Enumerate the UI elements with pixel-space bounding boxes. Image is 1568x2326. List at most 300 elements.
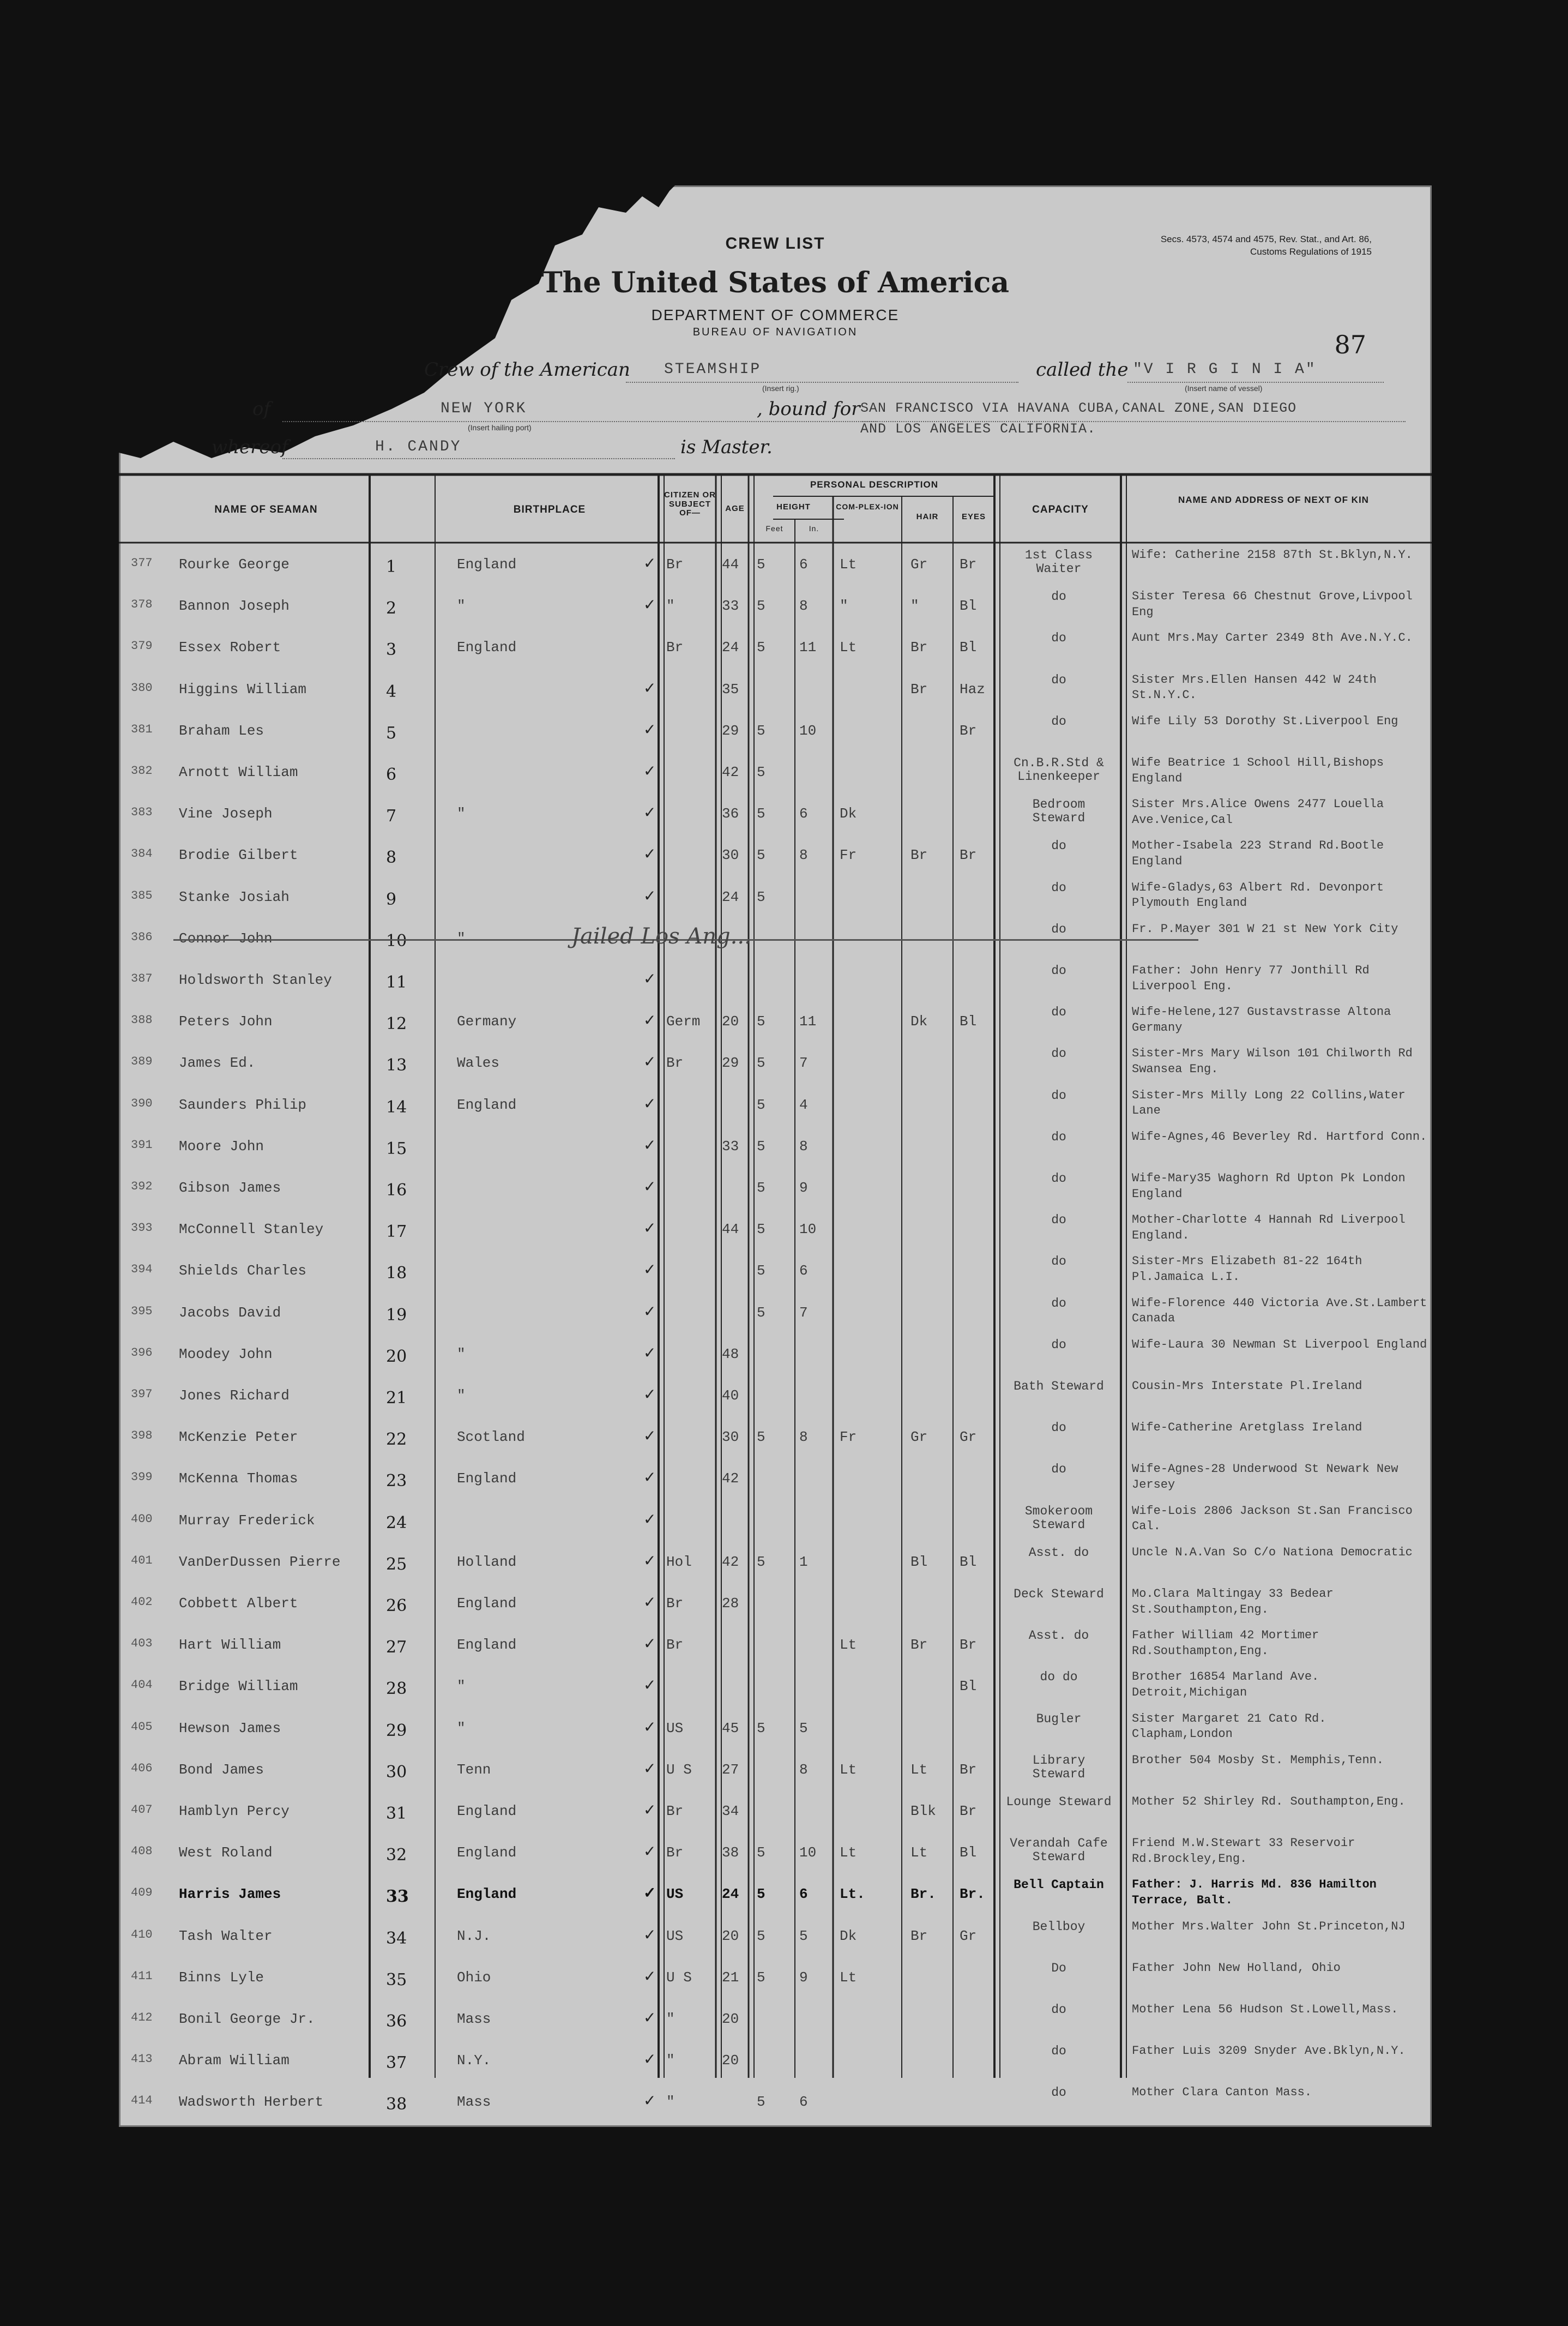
seaman-name: McConnell Stanley xyxy=(179,1221,324,1238)
next-of-kin: Mother-Isabela 223 Strand Rd.Bootle England xyxy=(1132,839,1384,868)
birthplace: Ohio xyxy=(457,1969,491,1986)
table-row xyxy=(119,1627,1432,1668)
capacity: Library Steward xyxy=(1032,1753,1085,1782)
list-number: 404 xyxy=(131,1678,153,1692)
height-feet: 5 xyxy=(757,888,765,905)
height-inches: 10 xyxy=(799,1221,817,1238)
home-port-hint: (Insert hailing port) xyxy=(468,423,532,432)
capacity: do xyxy=(1051,2085,1066,2100)
master-name: H. CANDY xyxy=(375,438,462,455)
table-row xyxy=(119,1835,1432,1876)
capacity: do do xyxy=(1040,1670,1078,1685)
table-row xyxy=(119,546,1432,588)
height-feet: 5 xyxy=(757,639,765,656)
height-inches: 1 xyxy=(799,1553,808,1570)
capacity: do xyxy=(1051,631,1066,646)
table-row xyxy=(119,1045,1432,1086)
seaman-name: Shields Charles xyxy=(179,1263,307,1279)
check-mark: ✓ xyxy=(643,970,656,988)
seaman-name: James Ed. xyxy=(179,1055,256,1072)
age: 34 xyxy=(722,1803,739,1819)
citizenship: Br xyxy=(666,1595,684,1612)
birthplace: N.J. xyxy=(457,1927,491,1944)
capacity: Asst. do xyxy=(1028,1545,1089,1560)
birthplace: Tenn xyxy=(457,1761,491,1778)
eyes: Bl xyxy=(960,1678,977,1695)
eyes: Bl xyxy=(960,1844,977,1861)
capacity: Smokeroom Steward xyxy=(1024,1504,1093,1532)
eyes: Bl xyxy=(960,1553,977,1570)
check-mark: ✓ xyxy=(643,2009,656,2027)
check-mark: ✓ xyxy=(643,1967,656,1985)
birthplace: England xyxy=(457,1844,517,1861)
capacity: Lounge Steward xyxy=(1006,1795,1112,1809)
row-number: 25 xyxy=(386,1554,407,1574)
list-number: 403 xyxy=(131,1637,153,1651)
citizenship: US xyxy=(666,1886,684,1903)
hair: Dk xyxy=(910,1013,928,1030)
table-row xyxy=(119,1502,1432,1544)
hair: Br xyxy=(910,847,928,864)
hair: Gr xyxy=(910,556,928,573)
height-feet: 5 xyxy=(757,598,765,615)
row-number: 24 xyxy=(386,1513,407,1532)
height-feet: 5 xyxy=(757,1221,765,1238)
table-row xyxy=(119,1960,1432,2001)
age: 27 xyxy=(722,1761,739,1778)
age: 44 xyxy=(722,556,739,573)
next-of-kin: Uncle N.A.Van So C/o Nationa Democratic xyxy=(1132,1545,1413,1559)
height-inches: 8 xyxy=(799,1138,808,1155)
age: 29 xyxy=(722,722,739,739)
next-of-kin: Sister Margaret 21 Cato Rd. Clapham,London xyxy=(1132,1711,1326,1741)
capacity: do xyxy=(1051,1254,1066,1269)
crew-of-label: Crew of the American xyxy=(424,359,630,381)
list-number: 378 xyxy=(131,598,153,612)
height-feet: 5 xyxy=(757,556,765,573)
height-feet: 5 xyxy=(757,1096,765,1113)
citizenship: Br xyxy=(666,1803,684,1819)
birthplace: Wales xyxy=(457,1055,500,1072)
birthplace: Mass xyxy=(457,2011,491,2027)
check-mark: ✓ xyxy=(643,1884,656,1902)
table-row xyxy=(119,1378,1432,1419)
height-inches: 8 xyxy=(799,598,808,615)
seaman-name: Hart William xyxy=(179,1637,281,1654)
complexion: Dk xyxy=(840,1927,857,1944)
height-inches: 7 xyxy=(799,1304,808,1321)
birthplace: N.Y. xyxy=(457,2052,491,2069)
list-number: 384 xyxy=(131,847,153,861)
row-number: 37 xyxy=(386,2053,407,2073)
birthplace: " xyxy=(457,1720,466,1736)
table-row xyxy=(119,1336,1432,1378)
height-feet: 5 xyxy=(757,722,765,739)
height-inches: 6 xyxy=(799,1263,808,1279)
citizenship: Br xyxy=(666,639,684,656)
birthplace: Mass xyxy=(457,2094,491,2111)
row-number: 21 xyxy=(386,1389,407,1408)
check-mark: ✓ xyxy=(643,2050,656,2069)
header-age: AGE xyxy=(725,504,745,513)
table-row xyxy=(119,754,1432,796)
next-of-kin: Wife-Catherine Aretglass Ireland xyxy=(1132,1421,1362,1435)
seaman-name: Bonil George Jr. xyxy=(179,2011,315,2027)
page-number: 87 xyxy=(1334,330,1366,359)
age: 38 xyxy=(722,1844,739,1861)
capacity: Cn.B.R.Std & Linenkeeper xyxy=(1014,756,1104,784)
hair: Lt xyxy=(910,1844,928,1861)
next-of-kin: Wife Lily 53 Dorothy St.Liverpool Eng xyxy=(1132,714,1398,728)
capacity: do xyxy=(1051,1047,1066,1061)
birthplace: England xyxy=(457,1595,517,1612)
list-number: 406 xyxy=(131,1761,153,1775)
capacity: do xyxy=(1051,1129,1066,1144)
capacity: do xyxy=(1051,839,1066,854)
table-row xyxy=(119,1128,1432,1170)
height-feet: 5 xyxy=(757,1927,765,1944)
header-personal-description: PERSONAL DESCRIPTION xyxy=(810,479,939,490)
handwritten-note: Jailed Los Ang... xyxy=(571,923,751,949)
hair: Blk xyxy=(910,1803,936,1819)
check-mark: ✓ xyxy=(643,1011,656,1030)
age: 33 xyxy=(722,1138,739,1155)
seaman-name: Bridge William xyxy=(179,1678,298,1695)
citizenship: Br xyxy=(666,556,684,573)
age: 24 xyxy=(722,639,739,656)
check-mark: ✓ xyxy=(643,1925,656,1944)
height-inches: 8 xyxy=(799,1761,808,1778)
of-label: of xyxy=(252,398,271,420)
citizenship: Br xyxy=(666,1637,684,1654)
next-of-kin: Sister Mrs.Ellen Hansen 442 W 24th St.N.Y.C. xyxy=(1132,672,1377,702)
height-feet: 5 xyxy=(757,1720,765,1736)
list-number: 397 xyxy=(131,1387,153,1401)
table-row xyxy=(119,1585,1432,1627)
list-number: 388 xyxy=(131,1013,153,1027)
next-of-kin: Sister-Mrs Mary Wilson 101 Chilworth Rd Swansea Eng. xyxy=(1132,1047,1413,1076)
check-mark: ✓ xyxy=(643,1385,656,1403)
check-mark: ✓ xyxy=(643,1717,656,1736)
seaman-name: Braham Les xyxy=(179,722,264,739)
birthplace: England xyxy=(457,1637,517,1654)
row-number: 5 xyxy=(386,723,397,743)
height-feet: 5 xyxy=(757,1304,765,1321)
seaman-name: Murray Frederick xyxy=(179,1512,315,1529)
table-row xyxy=(119,1918,1432,1960)
list-number: 408 xyxy=(131,1844,153,1859)
height-feet: 5 xyxy=(757,1013,765,1030)
hair: Br. xyxy=(910,1886,936,1903)
table-row xyxy=(119,1253,1432,1294)
eyes: Br. xyxy=(960,1886,985,1903)
next-of-kin: Mother Mrs.Walter John St.Princeton,NJ xyxy=(1132,1919,1406,1933)
age: 44 xyxy=(722,1221,739,1238)
next-of-kin: Father: J. Harris Md. 836 Hamilton Terrace, Balt. xyxy=(1132,1878,1377,1907)
eyes: Br xyxy=(960,847,977,864)
seaman-name: Binns Lyle xyxy=(179,1969,264,1986)
row-number: 29 xyxy=(386,1721,407,1740)
eyes: Bl xyxy=(960,598,977,615)
height-inches: 6 xyxy=(799,556,808,573)
age: 30 xyxy=(722,1429,739,1446)
table-row xyxy=(119,1419,1432,1460)
hair: Br xyxy=(910,1637,928,1654)
next-of-kin: Cousin-Mrs Interstate Pl.Ireland xyxy=(1132,1379,1362,1393)
check-mark: ✓ xyxy=(643,1551,656,1570)
table-row xyxy=(119,962,1432,1003)
height-inches: 9 xyxy=(799,1969,808,1986)
row-number: 15 xyxy=(386,1139,407,1158)
table-row xyxy=(119,588,1432,629)
height-feet: 5 xyxy=(757,806,765,822)
age: 30 xyxy=(722,847,739,864)
age: 20 xyxy=(722,1013,739,1030)
height-inches: 7 xyxy=(799,1055,808,1072)
check-mark: ✓ xyxy=(643,1427,656,1445)
next-of-kin: Father Luis 3209 Snyder Ave.Bklyn,N.Y. xyxy=(1132,2044,1406,2058)
next-of-kin: Mo.Clara Maltingay 33 Bedear St.Southampton,Eng. xyxy=(1132,1587,1334,1616)
header-citizen: CITIZEN OR SUBJECT OF— xyxy=(664,490,716,518)
next-of-kin: Wife-Agnes,46 Beverley Rd. Hartford Conn. xyxy=(1132,1129,1427,1144)
eyes: Gr xyxy=(960,1927,977,1944)
birthplace: Holland xyxy=(457,1553,517,1570)
height-feet: 5 xyxy=(757,2094,765,2111)
age: 42 xyxy=(722,1553,739,1570)
height-inches: 5 xyxy=(799,1720,808,1736)
capacity: do xyxy=(1051,1296,1066,1311)
master-line xyxy=(282,458,675,459)
seaman-name: Arnott William xyxy=(179,764,298,780)
table-row xyxy=(119,1170,1432,1211)
row-number: 23 xyxy=(386,1471,407,1491)
next-of-kin: Friend M.W.Stewart 33 Reservoir Rd.Brockley,Eng. xyxy=(1132,1836,1355,1866)
table-row xyxy=(119,837,1432,879)
home-port-line xyxy=(282,421,877,422)
called-label: called the xyxy=(1036,359,1129,381)
birthplace: England xyxy=(457,1470,517,1487)
table-row xyxy=(119,1211,1432,1253)
table-row xyxy=(119,2001,1432,2042)
height-inches: 10 xyxy=(799,1844,817,1861)
capacity: Verandah Cafe Steward xyxy=(1010,1836,1108,1865)
list-number: 381 xyxy=(131,722,153,736)
capacity: Bellboy xyxy=(1032,1919,1085,1934)
check-mark: ✓ xyxy=(643,886,656,905)
height-feet: 5 xyxy=(757,1969,765,1986)
height-inches: 6 xyxy=(799,2094,808,2111)
table-row xyxy=(119,1295,1432,1336)
row-number: 11 xyxy=(386,973,407,992)
is-master-label: is Master. xyxy=(680,436,773,458)
height-inches: 4 xyxy=(799,1096,808,1113)
country-title: The United States of America xyxy=(541,266,1010,299)
next-of-kin: Sister-Mrs Milly Long 22 Collins,Water Lane xyxy=(1132,1088,1406,1118)
row-number: 17 xyxy=(386,1222,407,1242)
citizenship: U S xyxy=(666,1761,692,1778)
row-number: 12 xyxy=(386,1014,407,1034)
age: 33 xyxy=(722,598,739,615)
vessel-type-hint: (Insert rig.) xyxy=(762,384,799,393)
eyes: Bl xyxy=(960,1013,977,1030)
complexion: Lt. xyxy=(840,1886,865,1903)
birthplace: Germany xyxy=(457,1013,517,1030)
check-mark: ✓ xyxy=(643,596,656,614)
height-inches: 8 xyxy=(799,1429,808,1446)
seaman-name: McKenzie Peter xyxy=(179,1429,298,1446)
age: 48 xyxy=(722,1345,739,1362)
check-mark: ✓ xyxy=(643,1094,656,1113)
vessel-name: "V I R G I N I A" xyxy=(1133,361,1317,378)
eyes: Gr xyxy=(960,1429,977,1446)
birthplace: England xyxy=(457,1096,517,1113)
table-row xyxy=(119,1460,1432,1502)
height-feet: 5 xyxy=(757,764,765,780)
destination-line-1: SAN FRANCISCO VIA HAVANA CUBA,CANAL ZONE,SAN DIEGO xyxy=(860,400,1297,416)
list-number: 390 xyxy=(131,1096,153,1110)
seaman-name: West Roland xyxy=(179,1844,273,1861)
regulations-note: Secs. 4573, 4574 and 4575, Rev. Stat., and Art. 86, Customs Regulations of 1915 xyxy=(1160,234,1372,257)
next-of-kin: Father: John Henry 77 Jonthill Rd Liverpool Eng. xyxy=(1132,964,1370,993)
list-number: 405 xyxy=(131,1720,153,1734)
table-row xyxy=(119,671,1432,713)
next-of-kin: Sister Teresa 66 Chestnut Grove,Livpool Eng xyxy=(1132,590,1413,619)
list-number: 393 xyxy=(131,1221,153,1235)
seaman-name: Rourke George xyxy=(179,556,290,573)
list-number: 400 xyxy=(131,1512,153,1526)
complexion: " xyxy=(840,598,848,615)
seaman-name: Hamblyn Percy xyxy=(179,1803,290,1819)
row-number: 18 xyxy=(386,1264,407,1283)
list-number: 385 xyxy=(131,888,153,903)
header-inches: In. xyxy=(809,524,819,533)
citizenship: Hol xyxy=(666,1553,692,1570)
row-number: 36 xyxy=(386,2012,407,2031)
whereof-label: whereof xyxy=(212,436,288,458)
check-mark: ✓ xyxy=(643,1634,656,1653)
capacity: do xyxy=(1051,714,1066,729)
height-inches: 5 xyxy=(799,1927,808,1944)
capacity: do xyxy=(1051,1421,1066,1435)
complexion: Lt xyxy=(840,1844,857,1861)
seaman-name: McKenna Thomas xyxy=(179,1470,298,1487)
row-number: 4 xyxy=(386,682,397,701)
table-row xyxy=(119,796,1432,837)
list-number: 392 xyxy=(131,1180,153,1193)
capacity: Bugler xyxy=(1036,1711,1082,1726)
seaman-name: Gibson James xyxy=(179,1180,281,1196)
list-number: 401 xyxy=(131,1553,153,1567)
list-number: 413 xyxy=(131,2052,153,2066)
age: 28 xyxy=(722,1595,739,1612)
next-of-kin: Sister Mrs.Alice Owens 2477 Louella Ave.Venice,Cal xyxy=(1132,797,1384,827)
list-number: 377 xyxy=(131,556,153,570)
hair: Gr xyxy=(910,1429,928,1446)
eyes: Br xyxy=(960,1803,977,1819)
vessel-type-line xyxy=(626,382,1018,383)
complexion: Dk xyxy=(840,806,857,822)
list-number: 398 xyxy=(131,1429,153,1443)
check-mark: ✓ xyxy=(643,1343,656,1362)
table-row xyxy=(119,2042,1432,2084)
crew-list-title: CREW LIST xyxy=(725,235,825,253)
next-of-kin: Wife-Laura 30 Newman St Liverpool England xyxy=(1132,1337,1427,1351)
hair: Br xyxy=(910,1927,928,1944)
height-feet: 5 xyxy=(757,1180,765,1196)
check-mark: ✓ xyxy=(643,1177,656,1195)
seaman-name: Higgins William xyxy=(179,681,307,698)
check-mark: ✓ xyxy=(643,678,656,697)
list-number: 382 xyxy=(131,764,153,778)
table-row xyxy=(119,629,1432,671)
table-row xyxy=(119,1793,1432,1835)
row-number: 34 xyxy=(386,1928,407,1948)
next-of-kin: Wife-Mary35 Waghorn Rd Upton Pk London England xyxy=(1132,1171,1406,1201)
next-of-kin: Mother Lena 56 Hudson St.Lowell,Mass. xyxy=(1132,2003,1398,2016)
capacity: do xyxy=(1051,1213,1066,1228)
hair: Br xyxy=(910,639,928,656)
list-number: 395 xyxy=(131,1304,153,1318)
seaman-name: Holdsworth Stanley xyxy=(179,972,332,988)
row-number: 32 xyxy=(386,1846,407,1865)
row-number: 1 xyxy=(386,557,397,576)
seaman-name: Jones Richard xyxy=(179,1387,290,1404)
seaman-name: Brodie Gilbert xyxy=(179,847,298,864)
check-mark: ✓ xyxy=(643,1053,656,1071)
check-mark: ✓ xyxy=(643,1468,656,1487)
citizenship: Br xyxy=(666,1844,684,1861)
capacity: do xyxy=(1051,1088,1066,1103)
list-number: 407 xyxy=(131,1803,153,1817)
capacity: do xyxy=(1051,880,1066,895)
row-number: 28 xyxy=(386,1679,407,1699)
citizenship: Germ xyxy=(666,1013,701,1030)
age: 29 xyxy=(722,1055,739,1072)
row-number: 6 xyxy=(386,765,397,784)
birthplace: " xyxy=(457,930,466,947)
row-number: 38 xyxy=(386,2095,407,2114)
destination-line-2: AND LOS ANGELES CALIFORNIA. xyxy=(860,421,1096,437)
seaman-name: Essex Robert xyxy=(179,639,281,656)
age: 21 xyxy=(722,1969,739,1986)
list-number: 414 xyxy=(131,2094,153,2108)
row-number: 16 xyxy=(386,1181,407,1200)
vessel-name-line xyxy=(1127,382,1384,383)
seaman-name: Connor John xyxy=(179,930,273,947)
height-feet: 5 xyxy=(757,1886,765,1903)
height-inches: 6 xyxy=(799,1886,808,1903)
capacity: Asst. do xyxy=(1028,1628,1089,1643)
capacity: do xyxy=(1051,964,1066,978)
next-of-kin: Father John New Holland, Ohio xyxy=(1132,1961,1341,1975)
next-of-kin: Mother 52 Shirley Rd. Southampton,Eng. xyxy=(1132,1795,1406,1808)
seaman-name: Bannon Joseph xyxy=(179,598,290,615)
complexion: Lt xyxy=(840,1761,857,1778)
capacity: 1st Class Waiter xyxy=(1024,548,1093,576)
check-mark: ✓ xyxy=(643,1219,656,1237)
citizenship: US xyxy=(666,1927,684,1944)
row-number: 33 xyxy=(386,1887,409,1907)
seaman-name: Hewson James xyxy=(179,1720,281,1736)
header-hair: HAIR xyxy=(916,512,939,521)
birthplace: " xyxy=(457,806,466,822)
birthplace: England xyxy=(457,1886,517,1903)
next-of-kin: Wife-Helene,127 Gustavstrasse Altona Germany xyxy=(1132,1005,1391,1035)
age: 35 xyxy=(722,681,739,698)
next-of-kin: Mother-Charlotte 4 Hannah Rd Liverpool England. xyxy=(1132,1213,1406,1242)
height-inches: 9 xyxy=(799,1180,808,1196)
home-port: NEW YORK xyxy=(441,400,527,417)
